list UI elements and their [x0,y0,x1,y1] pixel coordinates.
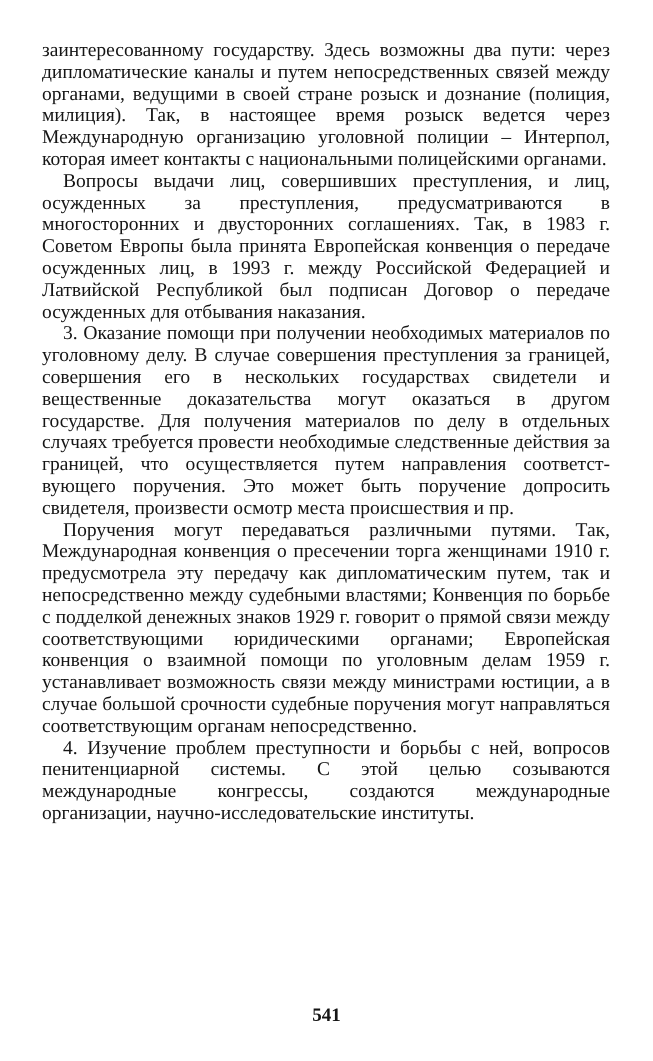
paragraph-extradition: Вопросы выдачи лиц, совершивших преступления, и лиц, осужденных за преступления, предусматриваются в многосторонних и двусторонних соглашениях. Так, в 1983 г. Советом Европы была принята Европейская конвенция о передаче осужденных лиц, в 1993 г. между Российской Федерацией и Латвийской Республикой был подписан Договор о передаче осужденных для отбывания наказания. [42,170,610,323]
paragraph-legal-assistance: 3. Оказание помощи при получении необходимых материалов по уголовному делу. В случае совершения преступления за границей, совершения его в нескольких государствах свидетели и вещественные доказательства могут оказаться в другом государстве. Для получения материалов по делу в отдельных случаях требуется провести необходимые следственные действия за границей, что осуществляется путем направления соответствующего поручения. Это может быть поручение допросить свидетеля, произвести осмотр места происшествия и пр. [42,323,610,519]
page-body [42,40,610,825]
paragraph-continuation: заинтересованному государству. Здесь возможны два пути: через дипломатические каналы и путем непосредственных связей между органами, ведущими в своей стране розыск и дознание (полиция, милиция). Так, в настоящее время розыск ведется через Международную организацию уголовной полиции – Интерпол, которая имеет контакты с национальными полицейскими органами. [42,40,610,170]
paragraph-crime-study: 4. Изучение проблем преступности и борьбы с ней, вопросов пенитенциарной системы. С этой целью созываются международные конгрессы, создаются международные организации, научно-исследовательские институты. [42,737,610,824]
paragraph-requests: Поручения могут передаваться различными путями. Так, Международная конвенция о пресечении торга женщинами 1910 г. предусмотрела эту передачу как дипломатическим путем, так и непосредственно между судебными властями; Конвенция по борьбе с подделкой денежных знаков 1929 г. говорит о прямой связи между соответствующими юридическими органами; Европейская конвенция о взаимной помощи по уголовным делам 1959 г. устанавливает возможность связи между министрами юстиции, а в случае большой срочности судебные поручения могут направляться соответствующим органам непосредственно. [42,519,610,737]
page-number: 541 [312,1005,341,1026]
